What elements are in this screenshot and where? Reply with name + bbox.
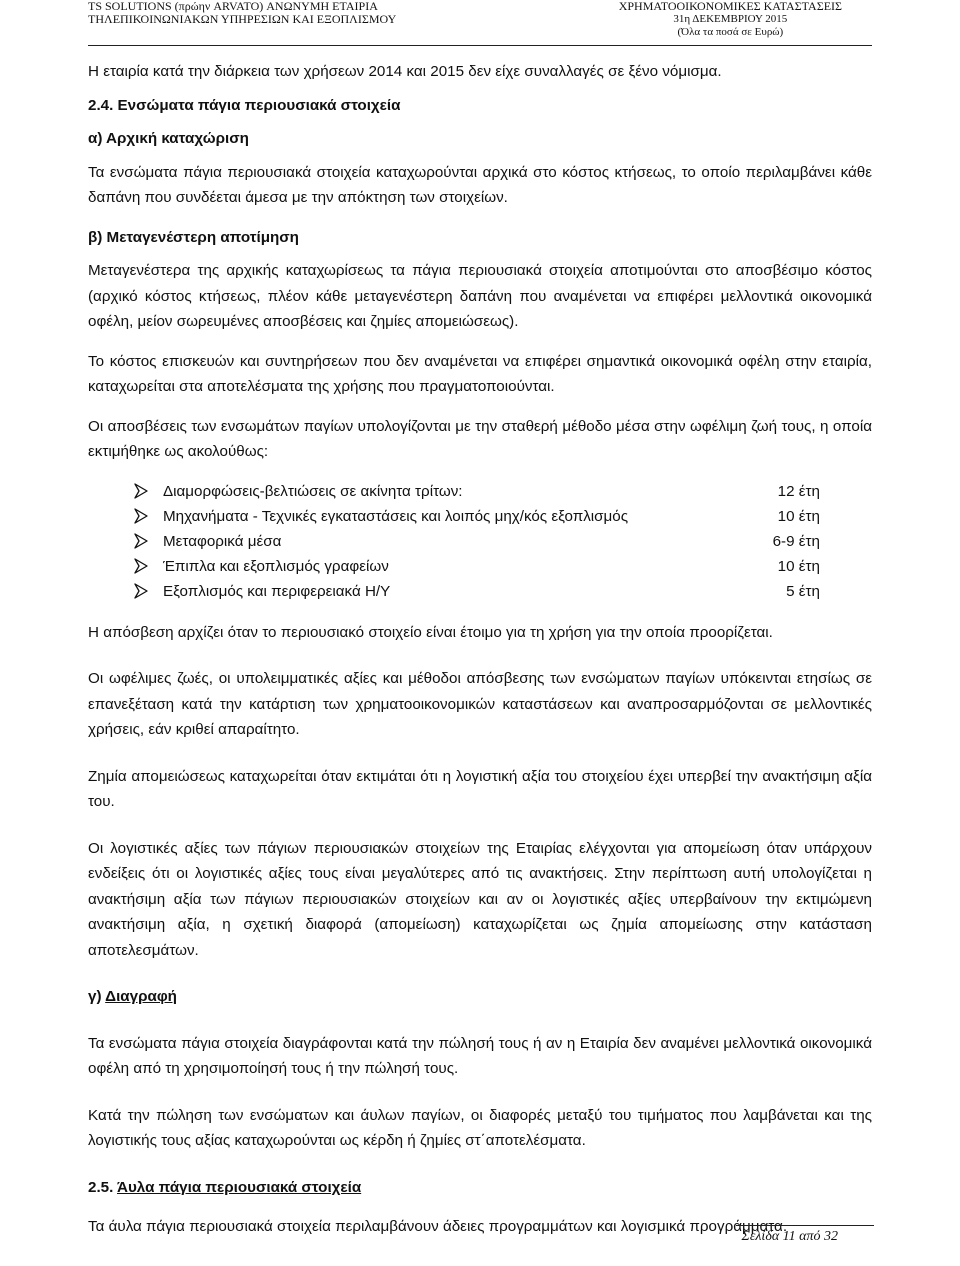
- company-name-line1: TS SOLUTIONS (πρώην ARVATO) ΑΝΩΝΥΜΗ ΕΤΑΙΡΙΑ: [88, 0, 378, 13]
- list-item: [88, 579, 872, 604]
- asset-category: Μηχανήματα - Τεχνικές εγκαταστάσεις και λοιπός μηχ/κός εξοπλισμός: [163, 507, 629, 525]
- section-heading-2-5-number: 2.5.: [88, 1178, 117, 1196]
- arrow-bullet-icon: [134, 508, 148, 524]
- report-date: 31η ΔΕΚΕΜΒΡΙΟΥ 2015: [673, 13, 788, 25]
- currency-note: (Όλα τα ποσά σε Ευρώ): [677, 26, 784, 38]
- list-item: [88, 504, 872, 529]
- subheading-subsequent-measurement: β) Μεταγενέστερη αποτίμηση: [88, 228, 299, 246]
- paragraph-repair-costs: Το κόστος επισκευών και συντηρήσεων που δεν αναμένεται να επιφέρει σημαντικά οικονομικά οφέλη στην εταιρία, καταχωρείται στα αποτελέσματα της χρήσης που πραγματοποιούνται.: [88, 352, 872, 395]
- useful-life-value: 12 έτη: [777, 482, 820, 500]
- arrow-bullet-icon: [134, 533, 148, 549]
- subheading-derecognition-prefix: γ): [88, 988, 106, 1005]
- subheading-initial-recognition: α) Αρχική καταχώριση: [88, 130, 249, 147]
- arrow-bullet-icon: [134, 483, 148, 499]
- paragraph-derecognition: Τα ενσώματα πάγια στοιχεία διαγράφονται κατά την πώλησή τους ή αν η Εταιρία δεν αναμένει μελλοντικά οικονομικά οφέλη από τη χρησιμοποίησή τους ή την πώλησή τους.: [88, 1034, 872, 1077]
- section-heading-2-5-title: Άυλα πάγια περιουσιακά στοιχεία: [117, 1178, 362, 1196]
- useful-life-list: [88, 479, 872, 604]
- useful-life-value: 5 έτη: [786, 582, 820, 600]
- subheading-derecognition: [88, 984, 872, 1010]
- report-title-line1: ΧΡΗΜΑΤΟΟΙΚΟΝΟΜΙΚΕΣ ΚΑΤΑΣΤΑΣΕΙΣ: [618, 0, 842, 13]
- page-number: Σελίδα 11 από 32: [741, 1229, 838, 1244]
- paragraph-subsequent-measurement: Μεταγενέστερα της αρχικής καταχωρίσεως τα πάγια περιουσιακά στοιχεία αποτιμούνται στο αποσβέσιμο κόστος (αρχικό κόστος κτήσεως, πλέον κάθε μεταγενέστερη δαπάνη που αναμένεται να επιφέρει μελλοντικά οικονομικά οφέλη, μείον σωρευμένες αποσβέσεις και ζημίες απομειώσεως).: [88, 262, 872, 330]
- company-name-line2: ΤΗΛΕΠΙΚΟΙΝΩΝΙΑΚΩΝ ΥΠΗΡΕΣΙΩΝ ΚΑΙ ΕΞΟΠΛΙΣΜΟΥ: [88, 12, 397, 26]
- asset-category: Μεταφορικά μέσα: [163, 532, 282, 550]
- list-item: [88, 479, 872, 504]
- paragraph-intangible-assets: Τα άυλα πάγια περιουσιακά στοιχεία περιλαμβάνουν άδειες προγραμμάτων και λογισμικά προγράμματα.: [88, 1218, 788, 1235]
- report-title: [619, 0, 842, 39]
- document-body: [88, 59, 872, 1240]
- header-divider: [88, 45, 872, 46]
- asset-category: Εξοπλισμός και περιφερειακά Η/Υ: [163, 582, 391, 600]
- paragraph-foreign-currency: Η εταιρία κατά την διάρκεια των χρήσεων 2014 και 2015 δεν είχε συναλλαγές σε ξένο νόμισμα.: [88, 63, 722, 80]
- section-heading-2-4: 2.4. Ενσώματα πάγια περιουσιακά στοιχεία: [88, 96, 401, 114]
- arrow-bullet-icon: [134, 583, 148, 599]
- list-item: [88, 529, 872, 554]
- footer-divider: [736, 1225, 874, 1226]
- paragraph-impairment-test: Οι λογιστικές αξίες των πάγιων περιουσιακών στοιχείων της Εταιρίας ελέγχονται για απομείωση όταν υπάρχουν ενδείξεις ότι οι λογιστικές αξίες τους είναι μεγαλύτερες από τις ανακτήσεις. Στην περίπτωση αυτή υπολογίζεται η ανακτήσιμη αξία των πάγιων περιουσιακών στοιχείων και αν οι λογιστικές αξίες υπερβαίνουν την εκτιμώμενη ανακτήσιμη αξία, η σχετική διαφορά (απομείωση) καταχωρίζεται ως ζημία απομείωσης στην κατάσταση αποτελεσμάτων.: [88, 839, 872, 959]
- paragraph-annual-review: Οι ωφέλιμες ζωές, οι υπολειμματικές αξίες και μέθοδοι απόσβεσης των ενσώματων παγίων υπόκεινται ετησίως σε επανεξέταση κατά την κατάρτιση των χρηματοοικονομικών καταστάσεων και αναπροσαρμόζονται σε μελλοντικές χρήσεις, εάν κριθεί απαραίτητο.: [88, 670, 872, 738]
- section-heading-2-5: [88, 1175, 872, 1201]
- useful-life-value: 6-9 έτη: [772, 532, 820, 550]
- paragraph-depreciation-method: Οι αποσβέσεις των ενσωμάτων παγίων υπολογίζονται με την σταθερή μέθοδο μέσα στην ωφέλιμη ζωή τους, η οποία εκτιμήθηκε ως ακολούθως:: [88, 417, 872, 460]
- paragraph-initial-recognition: Τα ενσώματα πάγια περιουσιακά στοιχεία καταχωρούνται αρχικά στο κόστος κτήσεως, το οποίο περιλαμβάνει κάθε δαπάνη που συνδέεται άμεσα με την απόκτηση των στοιχείων.: [88, 163, 872, 206]
- list-item: [88, 554, 872, 579]
- paragraph-impairment-loss: Ζημία απομειώσεως καταχωρείται όταν εκτιμάται ότι η λογιστική αξία του στοιχείου έχει υπερβεί την ανακτήσιμη αξία του.: [88, 767, 872, 810]
- asset-category: Διαμορφώσεις-βελτιώσεις σε ακίνητα τρίτων:: [163, 482, 463, 500]
- company-name: [88, 0, 396, 26]
- page-header: [0, 0, 960, 44]
- paragraph-depreciation-start: Η απόσβεση αρχίζει όταν το περιουσιακό στοιχείο είναι έτοιμο για τη χρήση για την οποία προορίζεται.: [88, 623, 773, 641]
- paragraph-disposal-gains: Κατά την πώληση των ενσώματων και άυλων παγίων, οι διαφορές μεταξύ του τιμήματος που λαμβάνεται και της λογιστικής τους αξίας καταχωρούνται ως κέρδη ή ζημίες στ΄αποτελέσματα.: [88, 1106, 872, 1149]
- useful-life-value: 10 έτη: [777, 507, 820, 525]
- asset-category: Έπιπλα και εξοπλισμός γραφείων: [163, 557, 389, 575]
- useful-life-value: 10 έτη: [777, 557, 820, 575]
- subheading-derecognition-title: Διαγραφή: [105, 988, 177, 1005]
- arrow-bullet-icon: [134, 558, 148, 574]
